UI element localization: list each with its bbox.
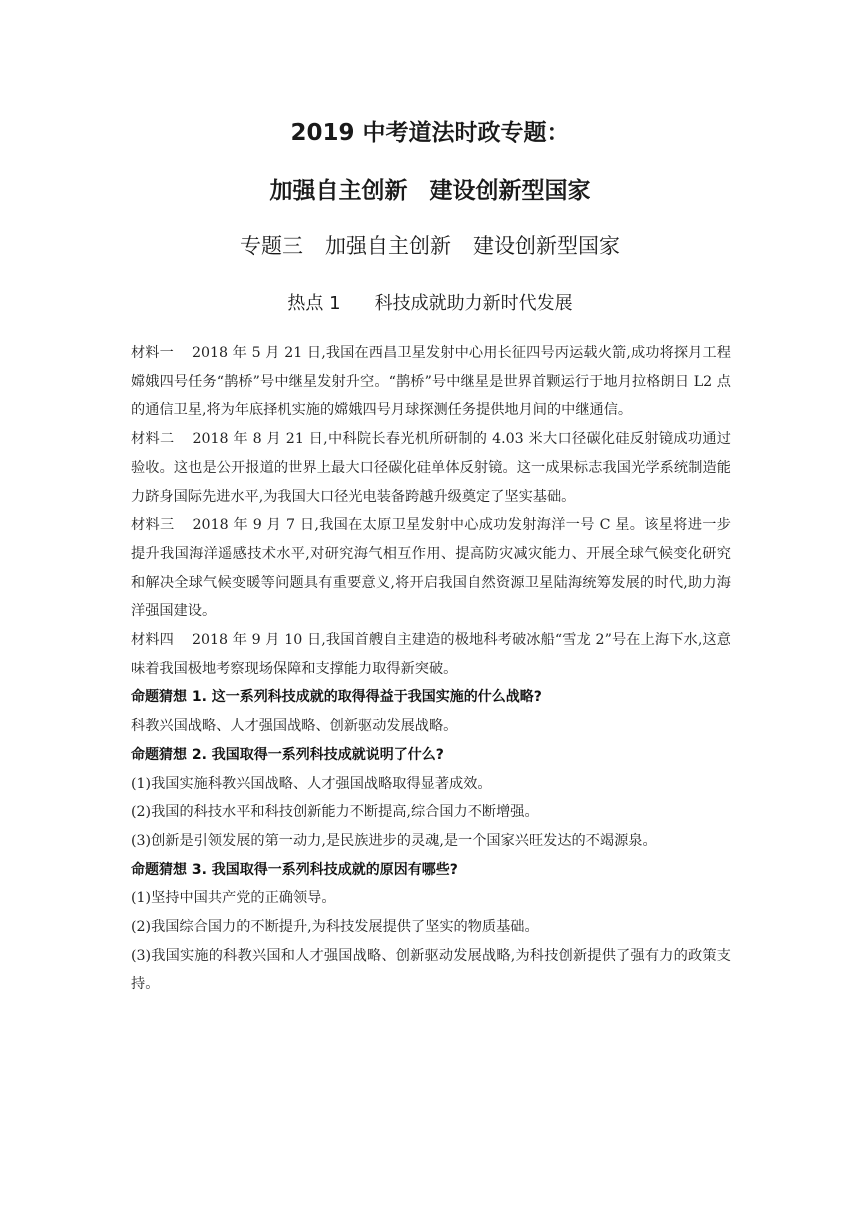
material-text: 2018 年 8 月 21 日,中科院长春光机所研制的 4.03 米大口径碳化硅反射镜成功通过验收。这也是公开报道的世界上最大口径碳化硅单体反射镜。这一成果标志我国光学系统制造能力跻身国际先进水平,为我国大口径光电装备跨越升级奠定了坚实基础。 — [131, 431, 731, 505]
topic-number: 专题三 — [240, 234, 303, 258]
hotspot-number: 热点 1 — [287, 293, 341, 314]
material-label: 材料三 — [131, 517, 175, 534]
topic-part-b: 建设创新型国家 — [473, 234, 620, 258]
answer-line: (1)我国实施科教兴国战略、人才强国战略取得显著成效。 — [131, 775, 492, 792]
answer-line: (3)我国实施的科教兴国和人才强国战略、创新驱动发展战略,为科技创新提供了强有力的政策支持。 — [131, 947, 731, 993]
subtitle-part-a: 加强自主创新 — [269, 178, 408, 204]
answer-line: (3)创新是引领发展的第一动力,是民族进步的灵魂,是一个国家兴旺发达的不竭源泉。 — [131, 832, 657, 849]
answer-line: 科教兴国战略、人才强国战略、创新驱动发展战略。 — [131, 718, 458, 735]
material-paragraph — [131, 511, 731, 626]
hotspot-title: 科技成就助力新时代发展 — [374, 293, 573, 314]
main-title: 2019 中考道法时政专题： — [290, 120, 570, 146]
question-heading: 命题猜想 2. 我国取得一系列科技成就说明了什么? — [131, 746, 444, 763]
material-paragraph — [131, 626, 731, 683]
answer-line: (2)我国的科技水平和科技创新能力不断提高,综合国力不断增强。 — [131, 804, 539, 821]
topic-part-a: 加强自主创新 — [325, 234, 451, 258]
material-text: 2018 年 9 月 10 日,我国首艘自主建造的极地科考破冰船“雪龙 2”号在上海下水,这意味着我国极地考察现场保障和支撑能力取得新突破。 — [131, 632, 731, 677]
material-label: 材料四 — [131, 632, 174, 649]
material-text: 2018 年 5 月 21 日,我国在西昌卫星发射中心用长征四号丙运载火箭,成功将探月工程嫦娥四号任务“鹊桥”号中继星发射升空。“鹊桥”号中继星是世界首颗运行于地月拉格朗日 L2 点的通信卫星,将为年底择机实施的嫦娥四号月球探测任务提供地月间的中继通信。 — [131, 345, 731, 419]
material-paragraph — [131, 339, 731, 425]
question-heading: 命题猜想 1. 这一系列科技成就的取得得益于我国实施的什么战略? — [131, 689, 542, 706]
hotspot-heading — [0, 289, 860, 315]
answer-line: (2)我国综合国力的不断提升,为科技发展提供了坚实的物质基础。 — [131, 919, 539, 936]
answer-line: (1)坚持中国共产党的正确领导。 — [131, 890, 336, 907]
subtitle-part-b: 建设创新型国家 — [429, 178, 591, 204]
material-label: 材料一 — [131, 345, 174, 361]
material-label: 材料二 — [131, 431, 175, 448]
material-paragraph — [131, 425, 731, 511]
topic-heading — [0, 230, 860, 260]
document-body — [131, 339, 731, 999]
question-heading: 命题猜想 3. 我国取得一系列科技成就的原因有哪些? — [131, 861, 458, 878]
subtitle — [0, 172, 860, 205]
material-text: 2018 年 9 月 7 日,我国在太原卫星发射中心成功发射海洋一号 C 星。该星将进一步提升我国海洋遥感技术水平,对研究海气相互作用、提高防灾减灾能力、开展全球气候变化研究和解决全球气候变暖等问题具有重要意义,将开启我国自然资源卫星陆海统筹发展的时代,助力海洋强国建设。 — [131, 517, 731, 620]
